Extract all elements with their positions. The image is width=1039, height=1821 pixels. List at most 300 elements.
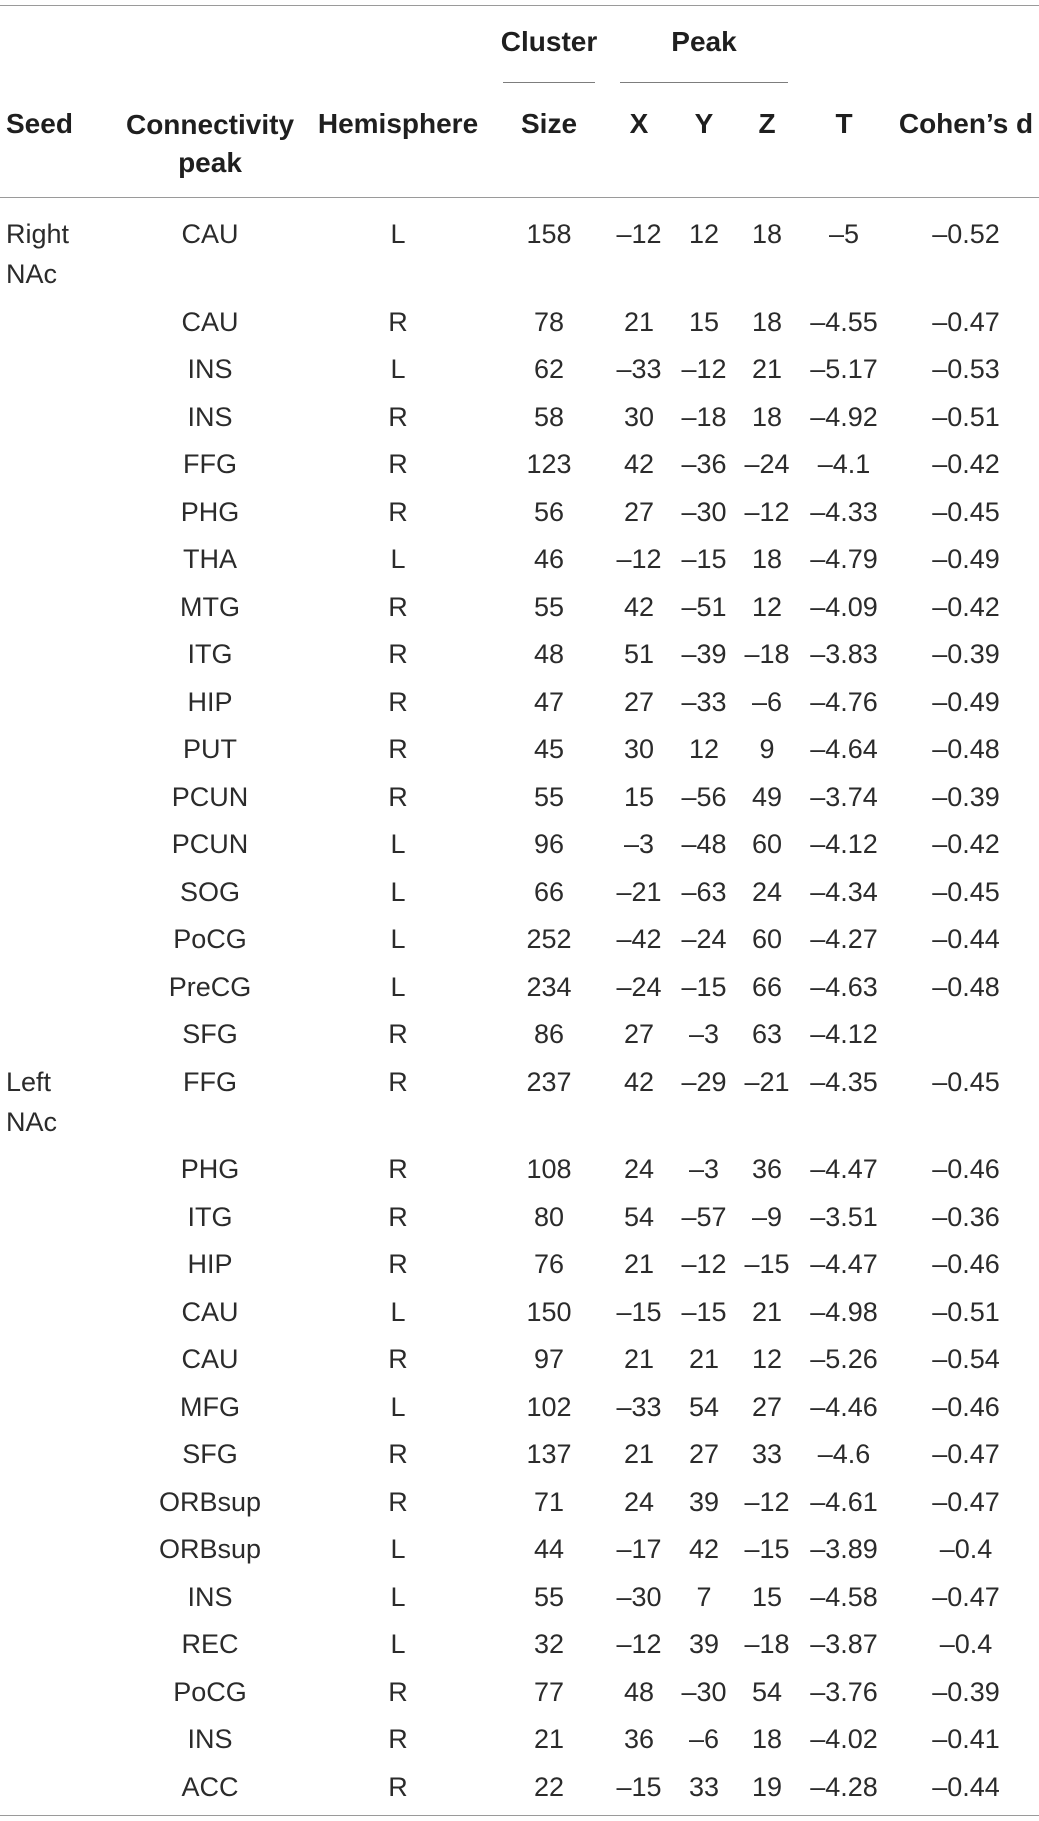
cell-x: 48 bbox=[623, 1677, 655, 1707]
cell-z: –24 bbox=[744, 449, 790, 479]
cell-hemisphere: L bbox=[390, 544, 406, 574]
table-row bbox=[0, 1529, 1039, 1569]
cell-hemisphere: L bbox=[390, 1392, 406, 1422]
cell-cohens-d: –0.48 bbox=[932, 734, 1000, 764]
cell-connectivity-peak: PCUN bbox=[171, 829, 249, 859]
table-row bbox=[0, 1624, 1039, 1664]
table-row bbox=[0, 1767, 1039, 1807]
cell-cohens-d: –0.39 bbox=[932, 639, 1000, 669]
cell-z: –21 bbox=[744, 1067, 790, 1097]
cell-connectivity-peak: SFG bbox=[182, 1439, 238, 1469]
cell-cluster-size: 22 bbox=[533, 1772, 565, 1802]
cell-t: –5.17 bbox=[810, 354, 878, 384]
cell-t: –4.12 bbox=[810, 1019, 878, 1049]
cell-x: 21 bbox=[623, 307, 655, 337]
cell-cluster-size: 96 bbox=[533, 829, 565, 859]
cell-t: –4.35 bbox=[810, 1067, 878, 1097]
cell-connectivity-peak: ORBsup bbox=[158, 1487, 262, 1517]
cell-z: –15 bbox=[744, 1249, 790, 1279]
header-cohens-d: Cohen’s d bbox=[898, 108, 1034, 139]
cell-t: –3.51 bbox=[810, 1202, 878, 1232]
table-bottom-rule bbox=[0, 1815, 1039, 1816]
table-top-rule bbox=[0, 5, 1039, 6]
cell-hemisphere: L bbox=[390, 829, 406, 859]
table-row bbox=[0, 682, 1039, 722]
cell-cluster-size: 137 bbox=[526, 1439, 572, 1469]
cell-x: 42 bbox=[623, 449, 655, 479]
table-row bbox=[0, 1014, 1039, 1054]
cell-cluster-size: 55 bbox=[533, 782, 565, 812]
cell-hemisphere: R bbox=[388, 1344, 408, 1374]
cell-z: 60 bbox=[751, 924, 783, 954]
cell-cluster-size: 77 bbox=[533, 1677, 565, 1707]
cell-t: –3.76 bbox=[810, 1677, 878, 1707]
cell-cluster-size: 45 bbox=[533, 734, 565, 764]
header-hemisphere: Hemisphere bbox=[317, 108, 479, 139]
cluster-underline bbox=[503, 82, 595, 83]
cell-hemisphere: R bbox=[388, 1019, 408, 1049]
cell-cohens-d: –0.47 bbox=[932, 1439, 1000, 1469]
table-row bbox=[0, 539, 1039, 579]
cell-cluster-size: 80 bbox=[533, 1202, 565, 1232]
cell-hemisphere: R bbox=[388, 1067, 408, 1097]
cell-hemisphere: R bbox=[388, 592, 408, 622]
cell-y: 54 bbox=[688, 1392, 720, 1422]
table-row bbox=[0, 397, 1039, 437]
cell-y: –39 bbox=[681, 639, 727, 669]
cell-connectivity-peak: PoCG bbox=[173, 924, 247, 954]
cell-cluster-size: 234 bbox=[526, 972, 572, 1002]
table-row bbox=[0, 1062, 1039, 1137]
cell-x: 30 bbox=[623, 734, 655, 764]
cell-y: 7 bbox=[696, 1582, 712, 1612]
cell-y: –30 bbox=[681, 497, 727, 527]
cell-cluster-size: 62 bbox=[533, 354, 565, 384]
cell-z: 33 bbox=[751, 1439, 783, 1469]
header-seed: Seed bbox=[6, 108, 73, 139]
cell-x: 54 bbox=[623, 1202, 655, 1232]
cell-connectivity-peak: FFG bbox=[183, 449, 237, 479]
cell-cohens-d: –0.45 bbox=[932, 877, 1000, 907]
cell-hemisphere: L bbox=[390, 877, 406, 907]
table-row bbox=[0, 919, 1039, 959]
cell-cohens-d: –0.48 bbox=[932, 972, 1000, 1002]
cell-hemisphere: R bbox=[388, 639, 408, 669]
cell-cohens-d: –0.47 bbox=[932, 1582, 1000, 1612]
cell-connectivity-peak: INS bbox=[187, 1582, 233, 1612]
cell-t: –4.47 bbox=[810, 1154, 878, 1184]
cell-hemisphere: R bbox=[388, 734, 408, 764]
cell-connectivity-peak: ITG bbox=[187, 1202, 233, 1232]
cell-z: –9 bbox=[751, 1202, 783, 1232]
cell-t: –3.87 bbox=[810, 1629, 878, 1659]
cell-connectivity-peak: CAU bbox=[181, 1297, 239, 1327]
cell-x: –24 bbox=[616, 972, 662, 1002]
cell-cohens-d: –0.4 bbox=[939, 1534, 993, 1564]
cell-cohens-d: –0.47 bbox=[932, 307, 1000, 337]
cell-hemisphere: R bbox=[388, 1439, 408, 1469]
cell-connectivity-peak: FFG bbox=[183, 1067, 237, 1097]
cell-z: –12 bbox=[744, 1487, 790, 1517]
cell-z: 18 bbox=[751, 402, 783, 432]
cell-x: 24 bbox=[623, 1487, 655, 1517]
cell-connectivity-peak: PHG bbox=[180, 497, 240, 527]
cell-x: –15 bbox=[616, 1772, 662, 1802]
cell-z: 49 bbox=[751, 782, 783, 812]
cell-x: –42 bbox=[616, 924, 662, 954]
cell-z: 18 bbox=[751, 1724, 783, 1754]
cell-y: –36 bbox=[681, 449, 727, 479]
cell-y: –30 bbox=[681, 1677, 727, 1707]
cell-connectivity-peak: PUT bbox=[183, 734, 237, 764]
cell-y: –48 bbox=[681, 829, 727, 859]
cell-y: –57 bbox=[681, 1202, 727, 1232]
cell-cluster-size: 58 bbox=[533, 402, 565, 432]
cell-cluster-size: 76 bbox=[533, 1249, 565, 1279]
cell-x: –30 bbox=[616, 1582, 662, 1612]
cell-hemisphere: R bbox=[388, 307, 408, 337]
table-row bbox=[0, 967, 1039, 1007]
cell-x: –33 bbox=[616, 1392, 662, 1422]
cell-y: –51 bbox=[681, 592, 727, 622]
cell-connectivity-peak: CAU bbox=[181, 219, 239, 249]
cell-connectivity-peak: PCUN bbox=[171, 782, 249, 812]
cell-cluster-size: 55 bbox=[533, 592, 565, 622]
cell-x: 42 bbox=[623, 1067, 655, 1097]
cell-connectivity-peak: INS bbox=[187, 354, 233, 384]
cell-connectivity-peak: HIP bbox=[187, 1249, 233, 1279]
header-bottom-rule bbox=[0, 197, 1039, 198]
cell-y: –15 bbox=[681, 972, 727, 1002]
cell-cohens-d: –0.49 bbox=[932, 544, 1000, 574]
cell-t: –4.12 bbox=[810, 829, 878, 859]
cell-x: –12 bbox=[616, 544, 662, 574]
cell-cluster-size: 86 bbox=[533, 1019, 565, 1049]
cell-t: –4.34 bbox=[810, 877, 878, 907]
cell-cohens-d: –0.42 bbox=[932, 449, 1000, 479]
cell-z: 18 bbox=[751, 307, 783, 337]
cell-connectivity-peak: CAU bbox=[181, 1344, 239, 1374]
cell-connectivity-peak: SOG bbox=[179, 877, 241, 907]
cell-y: 39 bbox=[688, 1487, 720, 1517]
cell-t: –4.33 bbox=[810, 497, 878, 527]
cell-cluster-size: 252 bbox=[526, 924, 572, 954]
table-row bbox=[0, 1719, 1039, 1759]
cell-cluster-size: 97 bbox=[533, 1344, 565, 1374]
cell-y: –3 bbox=[688, 1019, 720, 1049]
cell-y: –12 bbox=[681, 1249, 727, 1279]
cell-t: –4.09 bbox=[810, 592, 878, 622]
cell-cluster-size: 66 bbox=[533, 877, 565, 907]
cell-t: –3.89 bbox=[810, 1534, 878, 1564]
cell-z: 63 bbox=[751, 1019, 783, 1049]
table-row bbox=[0, 349, 1039, 389]
cell-z: 18 bbox=[751, 544, 783, 574]
cell-t: –4.63 bbox=[810, 972, 878, 1002]
header-z: Z bbox=[758, 108, 776, 139]
cell-hemisphere: R bbox=[388, 449, 408, 479]
cell-z: –18 bbox=[744, 639, 790, 669]
cell-x: –17 bbox=[616, 1534, 662, 1564]
peak-underline bbox=[620, 82, 788, 83]
table-row bbox=[0, 777, 1039, 817]
cell-t: –4.28 bbox=[810, 1772, 878, 1802]
table-row bbox=[0, 824, 1039, 864]
cell-z: 21 bbox=[751, 1297, 783, 1327]
cell-hemisphere: R bbox=[388, 1202, 408, 1232]
cell-cluster-size: 237 bbox=[526, 1067, 572, 1097]
cell-z: 12 bbox=[751, 592, 783, 622]
cell-t: –4.46 bbox=[810, 1392, 878, 1422]
cell-t: –4.27 bbox=[810, 924, 878, 954]
cell-z: 54 bbox=[751, 1677, 783, 1707]
cell-t: –4.98 bbox=[810, 1297, 878, 1327]
cell-y: –3 bbox=[688, 1154, 720, 1184]
header-x: X bbox=[629, 108, 649, 139]
cell-seed: Left NAc bbox=[6, 1067, 58, 1137]
cell-hemisphere: L bbox=[390, 1629, 406, 1659]
cell-connectivity-peak: REC bbox=[181, 1629, 239, 1659]
cell-connectivity-peak: MFG bbox=[180, 1392, 240, 1422]
cell-cohens-d: –0.4 bbox=[939, 1629, 993, 1659]
cell-z: –15 bbox=[744, 1534, 790, 1564]
cell-x: 36 bbox=[623, 1724, 655, 1754]
cell-cluster-size: 21 bbox=[533, 1724, 565, 1754]
header-y: Y bbox=[694, 108, 714, 139]
cell-connectivity-peak: MTG bbox=[180, 592, 240, 622]
cell-t: –4.58 bbox=[810, 1582, 878, 1612]
cell-y: –18 bbox=[681, 402, 727, 432]
cell-hemisphere: R bbox=[388, 402, 408, 432]
table-row bbox=[0, 587, 1039, 627]
cell-t: –4.02 bbox=[810, 1724, 878, 1754]
cell-t: –4.1 bbox=[817, 449, 871, 479]
cell-z: 15 bbox=[751, 1582, 783, 1612]
cell-cluster-size: 123 bbox=[526, 449, 572, 479]
cell-cohens-d: –0.52 bbox=[932, 219, 1000, 249]
cell-connectivity-peak: HIP bbox=[187, 687, 233, 717]
cell-z: 36 bbox=[751, 1154, 783, 1184]
table-row bbox=[0, 1244, 1039, 1284]
cell-y: 39 bbox=[688, 1629, 720, 1659]
cell-hemisphere: R bbox=[388, 1249, 408, 1279]
table-row bbox=[0, 1482, 1039, 1522]
cell-z: –18 bbox=[744, 1629, 790, 1659]
cell-cohens-d: –0.45 bbox=[932, 1067, 1000, 1097]
cell-t: –3.74 bbox=[810, 782, 878, 812]
cell-cohens-d: –0.46 bbox=[932, 1154, 1000, 1184]
cell-x: 21 bbox=[623, 1439, 655, 1469]
table-row bbox=[0, 1577, 1039, 1617]
cell-cohens-d: –0.42 bbox=[932, 592, 1000, 622]
cell-cluster-size: 102 bbox=[526, 1392, 572, 1422]
cell-hemisphere: L bbox=[390, 1582, 406, 1612]
cell-cohens-d: –0.51 bbox=[932, 1297, 1000, 1327]
table-row bbox=[0, 214, 1039, 289]
table-row bbox=[0, 1339, 1039, 1379]
cell-hemisphere: R bbox=[388, 1724, 408, 1754]
table-row bbox=[0, 1387, 1039, 1427]
table-row bbox=[0, 302, 1039, 342]
cell-x: –3 bbox=[623, 829, 655, 859]
cell-z: 21 bbox=[751, 354, 783, 384]
cell-x: 15 bbox=[623, 782, 655, 812]
cell-hemisphere: L bbox=[390, 972, 406, 1002]
cell-connectivity-peak: CAU bbox=[181, 307, 239, 337]
cell-x: –33 bbox=[616, 354, 662, 384]
cell-cluster-size: 108 bbox=[526, 1154, 572, 1184]
cell-cluster-size: 44 bbox=[533, 1534, 565, 1564]
cell-y: –63 bbox=[681, 877, 727, 907]
cell-connectivity-peak: SFG bbox=[182, 1019, 238, 1049]
cell-cohens-d: –0.45 bbox=[932, 497, 1000, 527]
cell-hemisphere: L bbox=[390, 219, 406, 249]
cell-y: –56 bbox=[681, 782, 727, 812]
cell-connectivity-peak: PoCG bbox=[173, 1677, 247, 1707]
cell-connectivity-peak: ORBsup bbox=[158, 1534, 262, 1564]
cell-cohens-d: –0.51 bbox=[932, 402, 1000, 432]
cell-y: 15 bbox=[688, 307, 720, 337]
cell-hemisphere: R bbox=[388, 782, 408, 812]
cell-x: 21 bbox=[623, 1249, 655, 1279]
cell-connectivity-peak: THA bbox=[183, 544, 237, 574]
cell-cohens-d: –0.47 bbox=[932, 1487, 1000, 1517]
table-row bbox=[0, 1672, 1039, 1712]
cell-y: 33 bbox=[688, 1772, 720, 1802]
cell-cohens-d: –0.41 bbox=[932, 1724, 1000, 1754]
table-row bbox=[0, 729, 1039, 769]
header-cluster: Cluster bbox=[500, 26, 598, 57]
cell-cluster-size: 150 bbox=[526, 1297, 572, 1327]
header-t: T bbox=[835, 108, 853, 139]
cell-y: –15 bbox=[681, 1297, 727, 1327]
cell-x: 24 bbox=[623, 1154, 655, 1184]
cell-z: 9 bbox=[759, 734, 775, 764]
cell-x: 21 bbox=[623, 1344, 655, 1374]
cell-cluster-size: 78 bbox=[533, 307, 565, 337]
cell-x: –15 bbox=[616, 1297, 662, 1327]
cell-y: –6 bbox=[688, 1724, 720, 1754]
cell-t: –4.64 bbox=[810, 734, 878, 764]
header-connectivity-peak: Connectivity peak bbox=[125, 109, 295, 178]
cell-x: –21 bbox=[616, 877, 662, 907]
cell-z: 19 bbox=[751, 1772, 783, 1802]
cell-cohens-d: –0.53 bbox=[932, 354, 1000, 384]
cell-z: 27 bbox=[751, 1392, 783, 1422]
header-size: Size bbox=[520, 108, 578, 139]
cell-cohens-d: –0.54 bbox=[932, 1344, 1000, 1374]
cell-x: 27 bbox=[623, 1019, 655, 1049]
cell-cohens-d: –0.36 bbox=[932, 1202, 1000, 1232]
cell-seed: Right NAc bbox=[6, 219, 70, 289]
cell-x: 51 bbox=[623, 639, 655, 669]
cell-x: 27 bbox=[623, 687, 655, 717]
cell-z: 24 bbox=[751, 877, 783, 907]
table-row bbox=[0, 1197, 1039, 1237]
table-row bbox=[0, 1292, 1039, 1332]
table-row bbox=[0, 872, 1039, 912]
cell-y: 42 bbox=[688, 1534, 720, 1564]
cell-x: –12 bbox=[616, 219, 662, 249]
cell-cluster-size: 48 bbox=[533, 639, 565, 669]
cell-cohens-d: –0.46 bbox=[932, 1249, 1000, 1279]
cell-connectivity-peak: PHG bbox=[180, 1154, 240, 1184]
cell-cluster-size: 32 bbox=[533, 1629, 565, 1659]
cell-cohens-d: –0.39 bbox=[932, 1677, 1000, 1707]
cell-x: 27 bbox=[623, 497, 655, 527]
cell-y: 12 bbox=[688, 734, 720, 764]
cell-t: –4.76 bbox=[810, 687, 878, 717]
cell-cohens-d: –0.44 bbox=[932, 1772, 1000, 1802]
cell-hemisphere: R bbox=[388, 1487, 408, 1517]
cell-z: –12 bbox=[744, 497, 790, 527]
cell-t: –5 bbox=[828, 219, 860, 249]
table-row bbox=[0, 492, 1039, 532]
cell-y: 27 bbox=[688, 1439, 720, 1469]
cell-t: –4.61 bbox=[810, 1487, 878, 1517]
cell-z: 18 bbox=[751, 219, 783, 249]
cell-x: –12 bbox=[616, 1629, 662, 1659]
cell-hemisphere: L bbox=[390, 354, 406, 384]
cell-connectivity-peak: INS bbox=[187, 402, 233, 432]
cell-cluster-size: 47 bbox=[533, 687, 565, 717]
cell-t: –4.6 bbox=[817, 1439, 871, 1469]
cell-cluster-size: 46 bbox=[533, 544, 565, 574]
table-row bbox=[0, 444, 1039, 484]
cell-connectivity-peak: PreCG bbox=[168, 972, 252, 1002]
cell-y: –12 bbox=[681, 354, 727, 384]
cell-z: 66 bbox=[751, 972, 783, 1002]
cell-hemisphere: R bbox=[388, 687, 408, 717]
cell-z: 12 bbox=[751, 1344, 783, 1374]
cell-t: –4.92 bbox=[810, 402, 878, 432]
table-row bbox=[0, 1149, 1039, 1189]
cell-cohens-d: –0.42 bbox=[932, 829, 1000, 859]
cell-hemisphere: R bbox=[388, 1154, 408, 1184]
cell-cohens-d: –0.44 bbox=[932, 924, 1000, 954]
cell-y: 21 bbox=[688, 1344, 720, 1374]
cell-z: –6 bbox=[751, 687, 783, 717]
cell-cohens-d: –0.49 bbox=[932, 687, 1000, 717]
cell-connectivity-peak: ACC bbox=[181, 1772, 239, 1802]
cell-t: –4.55 bbox=[810, 307, 878, 337]
cell-cluster-size: 55 bbox=[533, 1582, 565, 1612]
cell-cluster-size: 158 bbox=[526, 219, 572, 249]
cell-cluster-size: 71 bbox=[533, 1487, 565, 1517]
cell-hemisphere: R bbox=[388, 1772, 408, 1802]
cell-x: 42 bbox=[623, 592, 655, 622]
cell-hemisphere: L bbox=[390, 1534, 406, 1564]
table-row bbox=[0, 634, 1039, 674]
cell-t: –3.83 bbox=[810, 639, 878, 669]
cell-y: –33 bbox=[681, 687, 727, 717]
cell-y: –24 bbox=[681, 924, 727, 954]
cell-cluster-size: 56 bbox=[533, 497, 565, 527]
cell-y: –15 bbox=[681, 544, 727, 574]
cell-y: 12 bbox=[688, 219, 720, 249]
table-row bbox=[0, 1434, 1039, 1474]
cell-hemisphere: R bbox=[388, 497, 408, 527]
cell-hemisphere: L bbox=[390, 924, 406, 954]
cell-connectivity-peak: ITG bbox=[187, 639, 233, 669]
cell-cohens-d: –0.46 bbox=[932, 1392, 1000, 1422]
cell-cohens-d: –0.39 bbox=[932, 782, 1000, 812]
cell-hemisphere: R bbox=[388, 1677, 408, 1707]
cell-y: –29 bbox=[681, 1067, 727, 1097]
cell-x: 30 bbox=[623, 402, 655, 432]
header-peak: Peak bbox=[671, 26, 737, 57]
cell-hemisphere: L bbox=[390, 1297, 406, 1327]
